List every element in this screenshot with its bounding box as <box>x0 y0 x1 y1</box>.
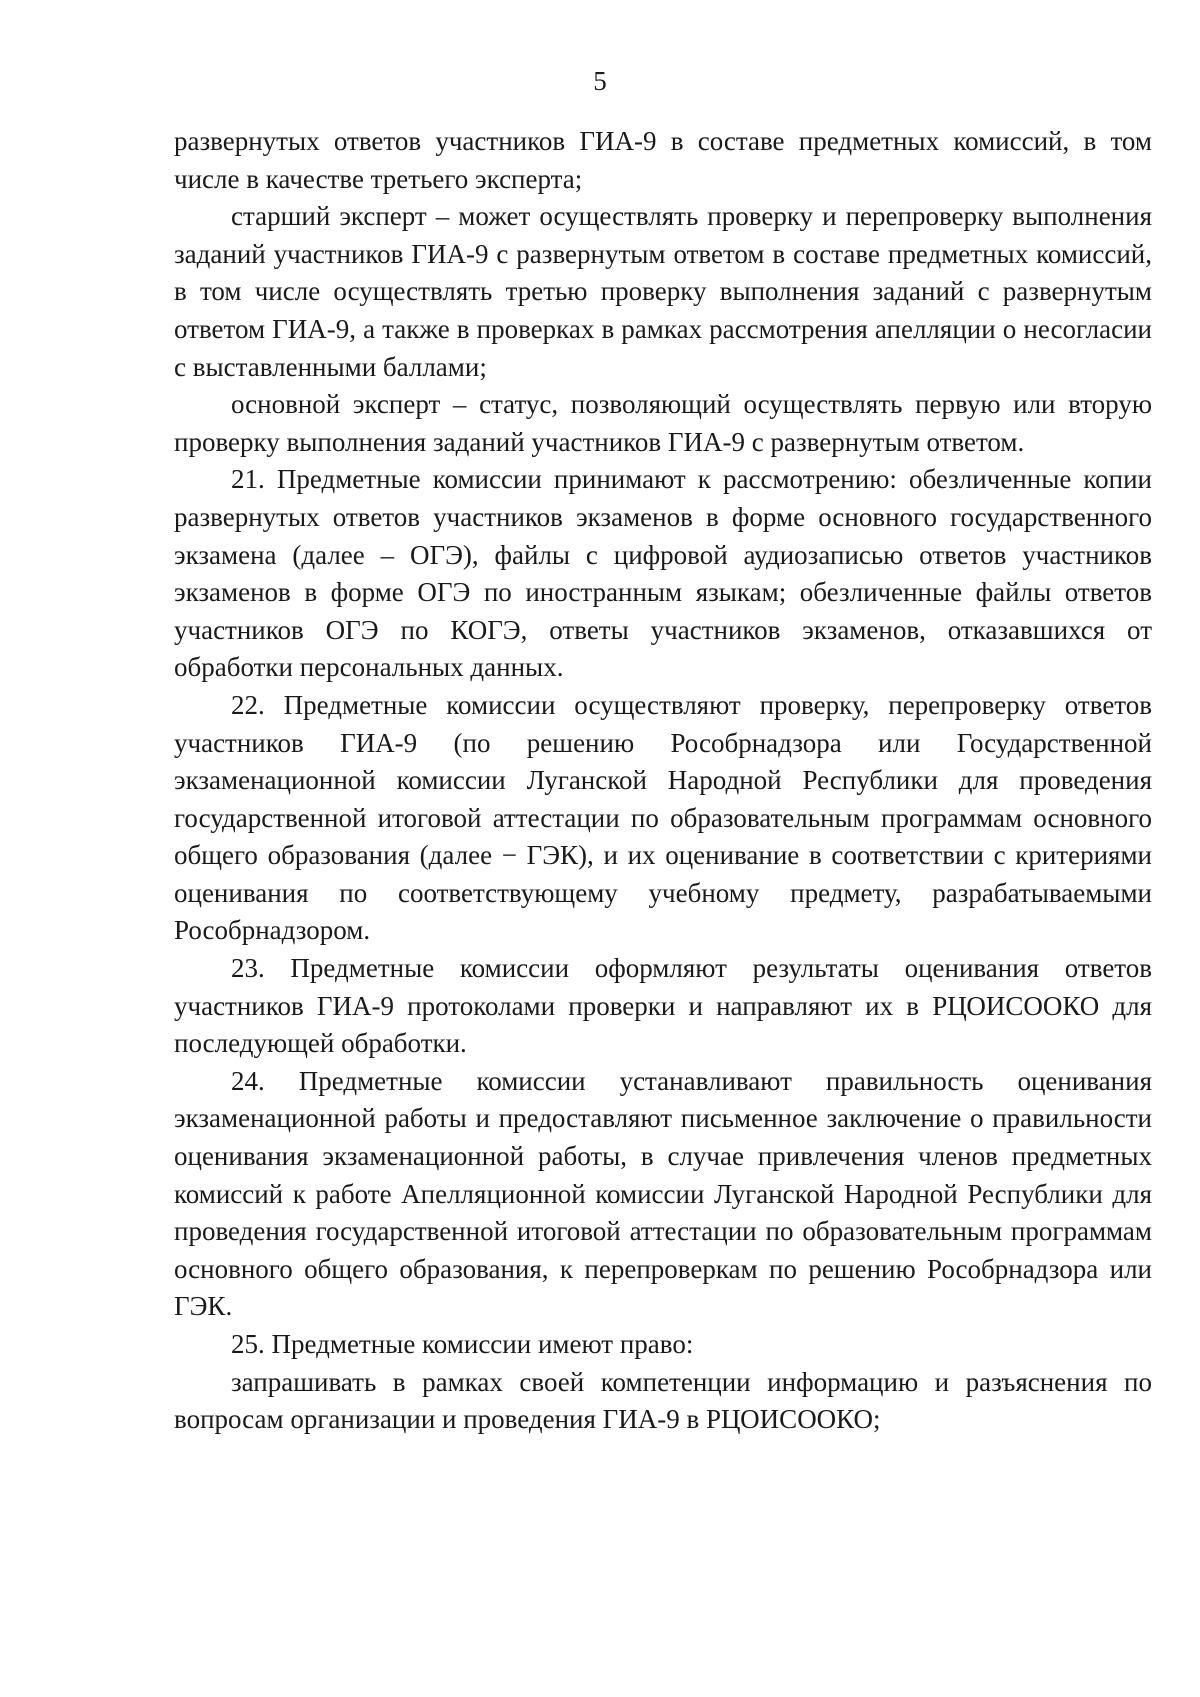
paragraph-item-24: 24. Предметные комиссии устанавливают правильность оценивания экзаменационной работы и предоставляют письменное заключение о правильности оценивания экзаменационной работы, в случае привлечения членов предметных комиссий к работе Апелляционной комиссии Луганской Народной Республики для проведения государственной итоговой аттестации по образовательным программам основного общего образования, к перепроверкам по решению Рособрнадзора или ГЭК. <box>174 1065 1152 1322</box>
page-number: 5 <box>593 66 607 96</box>
paragraph-main-expert: основной эксперт – статус, позволяющий осуществлять первую или вторую проверку выполнения заданий участников ГИА-9 с развернутым ответом. <box>174 389 1152 457</box>
paragraph-item-22: 22. Предметные комиссии осуществляют проверку, перепроверку ответов участников ГИА-9 (по решению Рособрнадзора или Государственной экзаменационной комиссии Луганской Народной Республики для проведения государственной итоговой аттестации по образовательным программам основного общего образования (далее − ГЭК), и их оценивание в соответствии с критериями оценивания по соответствующему учебному предмету, разрабатываемыми Рособрнадзором. <box>174 689 1152 946</box>
paragraph-continuation: развернутых ответов участников ГИА-9 в составе предметных комиссий, в том числе в качестве третьего эксперта; <box>174 126 1152 194</box>
paragraph-item-25-request: запрашивать в рамках своей компетенции информацию и разъяснения по вопросам организации и проведения ГИА-9 в РЦОИСООКО; <box>174 1366 1152 1435</box>
paragraph-item-25: 25. Предметные комиссии имеют право: <box>231 1329 694 1359</box>
paragraph-item-23: 23. Предметные комиссии оформляют результаты оценивания ответов участников ГИА-9 протоколами проверки и направляют их в РЦОИСООКО для последующей обработки. <box>174 953 1152 1059</box>
paragraph-item-21: 21. Предметные комиссии принимают к рассмотрению: обезличенные копии развернутых ответов участников экзаменов в форме основного государственного экзамена (далее – ОГЭ), файлы с цифровой аудиозаписью ответов участников экзаменов в форме ОГЭ по иностранным языкам; обезличенные файлы ответов участников ОГЭ по КОГЭ, ответы участников экзаменов, отказавшихся от обработки персональных данных. <box>174 464 1152 683</box>
document-body <box>174 123 1152 1439</box>
paragraph-senior-expert: старший эксперт – может осуществлять проверку и перепроверку выполнения заданий участников ГИА-9 с развернутым ответом в составе предметных комиссий, в том числе осуществлять третью проверку выполнения заданий с развернутым ответом ГИА-9, а также в проверках в рамках рассмотрения апелляции о несогласии с выставленными баллами; <box>174 201 1152 382</box>
